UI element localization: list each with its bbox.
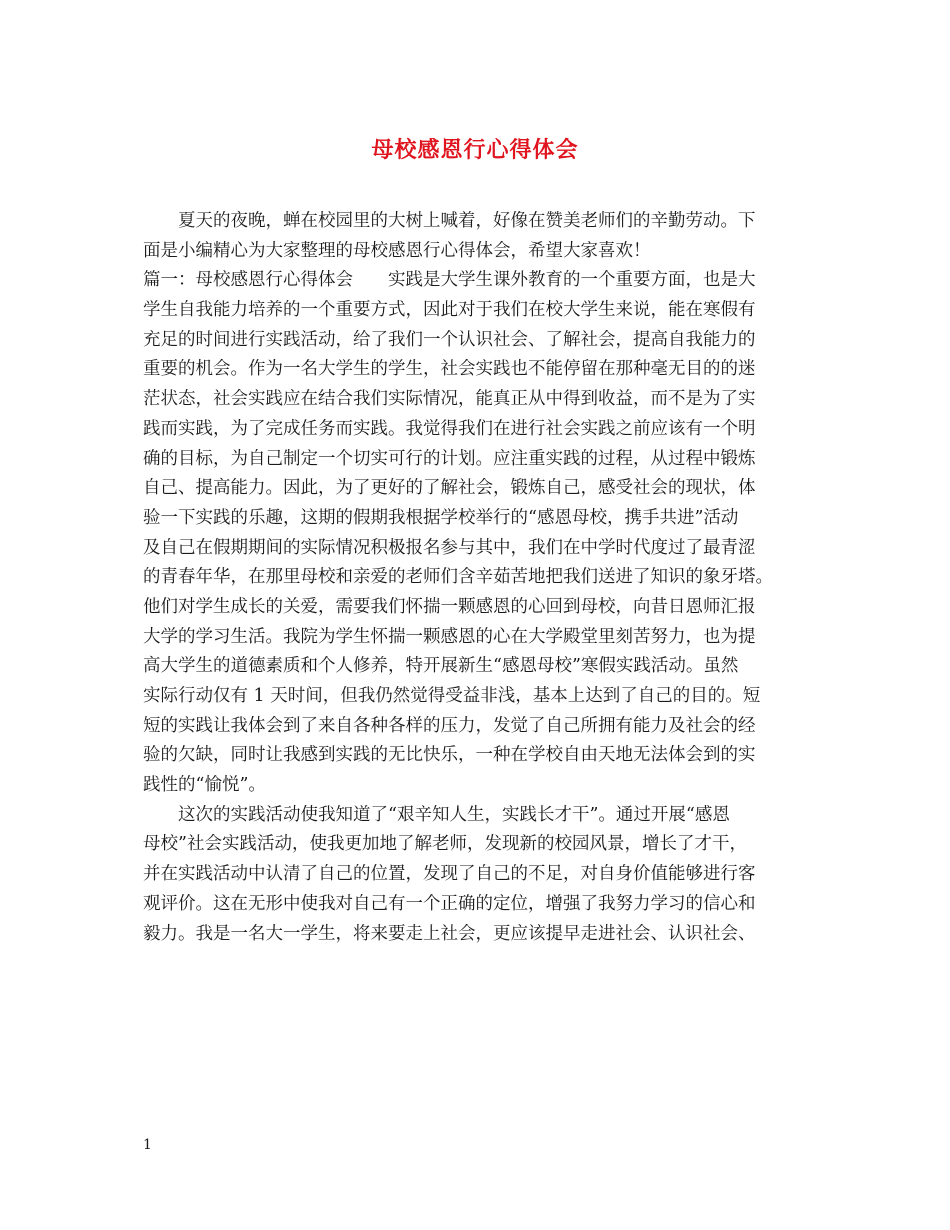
text-line: 确的目标，为自己制定一个切实可行的计划。应注重实践的过程，从过程中锻炼	[143, 448, 756, 469]
text-line: 毅力。我是一名大一学生，将来要走上社会，更应该提早走进社会、认识社会、	[143, 923, 756, 944]
text-line: 及自己在假期期间的实际情况积极报名参与其中，我们在中学时代度过了最青涩	[143, 537, 756, 558]
text-line: 践而实践，为了完成任务而实践。我觉得我们在进行社会实践之前应该有一个明	[143, 418, 756, 439]
page-number: 1	[143, 1137, 152, 1153]
text-line: 验一下实践的乐趣，这期的假期我根据学校举行的“感恩母校，携手共进”活动	[143, 507, 739, 528]
text-line: 短的实践让我体会到了来自各种各样的压力，发觉了自己所拥有能力及社会的经	[143, 715, 756, 736]
text-line: 高大学生的道德素质和个人修养，特开展新生“感恩母校”寒假实践活动。虽然	[143, 656, 739, 677]
text-line: 践性的“愉悦”。	[143, 775, 266, 796]
document-body	[143, 207, 823, 949]
text-line: 验的欠缺，同时让我感到实践的无比快乐，一种在学校自由天地无法体会到的实	[143, 745, 756, 766]
text-line: 实际行动仅有 1 天时间，但我仍然觉得受益非浅，基本上达到了自己的目的。短	[143, 686, 761, 706]
text-line: 并在实践活动中认清了自己的位置，发现了自己的不足，对自身价值能够进行客	[143, 864, 756, 885]
document-title: 母校感恩行心得体会	[371, 137, 579, 163]
text-line: 篇一：母校感恩行心得体会 实践是大学生课外教育的一个重要方面，也是大	[143, 270, 756, 291]
text-line: 茫状态，社会实践应在结合我们实际情况，能真正从中得到收益，而不是为了实	[143, 389, 756, 410]
text-line: 大学的学习生活。我院为学生怀揣一颗感恩的心在大学殿堂里刻苦努力，也为提	[143, 626, 756, 647]
text-line: 的青春年华，在那里母校和亲爱的老师们含辛茹苦地把我们送进了知识的象牙塔。	[143, 567, 773, 588]
text-line: 重要的机会。作为一名大学生的学生，社会实践也不能停留在那种毫无目的的迷	[143, 359, 756, 380]
text-line: 自己、提高能力。因此，为了更好的了解社会，锻炼自己，感受社会的现状，体	[143, 478, 756, 499]
text-line: 这次的实践活动使我知道了“艰辛知人生，实践长才干”。通过开展“感恩	[178, 804, 730, 825]
text-line: 面是小编精心为大家整理的母校感恩行心得体会，希望大家喜欢！	[143, 240, 651, 261]
text-line: 母校”社会实践活动，使我更加地了解老师，发现新的校园风景，增长了才干，	[143, 834, 747, 855]
text-line: 观评价。这在无形中使我对自己有一个正确的定位，增强了我努力学习的信心和	[143, 893, 756, 914]
text-line: 学生自我能力培养的一个重要方式，因此对于我们在校大学生来说，能在寒假有	[143, 300, 756, 321]
text-line: 充足的时间进行实践活动，给了我们一个认识社会、了解社会，提高自我能力的	[143, 329, 756, 350]
text-line: 夏天的夜晚，蝉在校园里的大树上喊着，好像在赞美老师们的辛勤劳动。下	[178, 211, 756, 231]
text-line: 他们对学生成长的关爱，需要我们怀揣一颗感恩的心回到母校，向昔日恩师汇报	[143, 596, 756, 617]
